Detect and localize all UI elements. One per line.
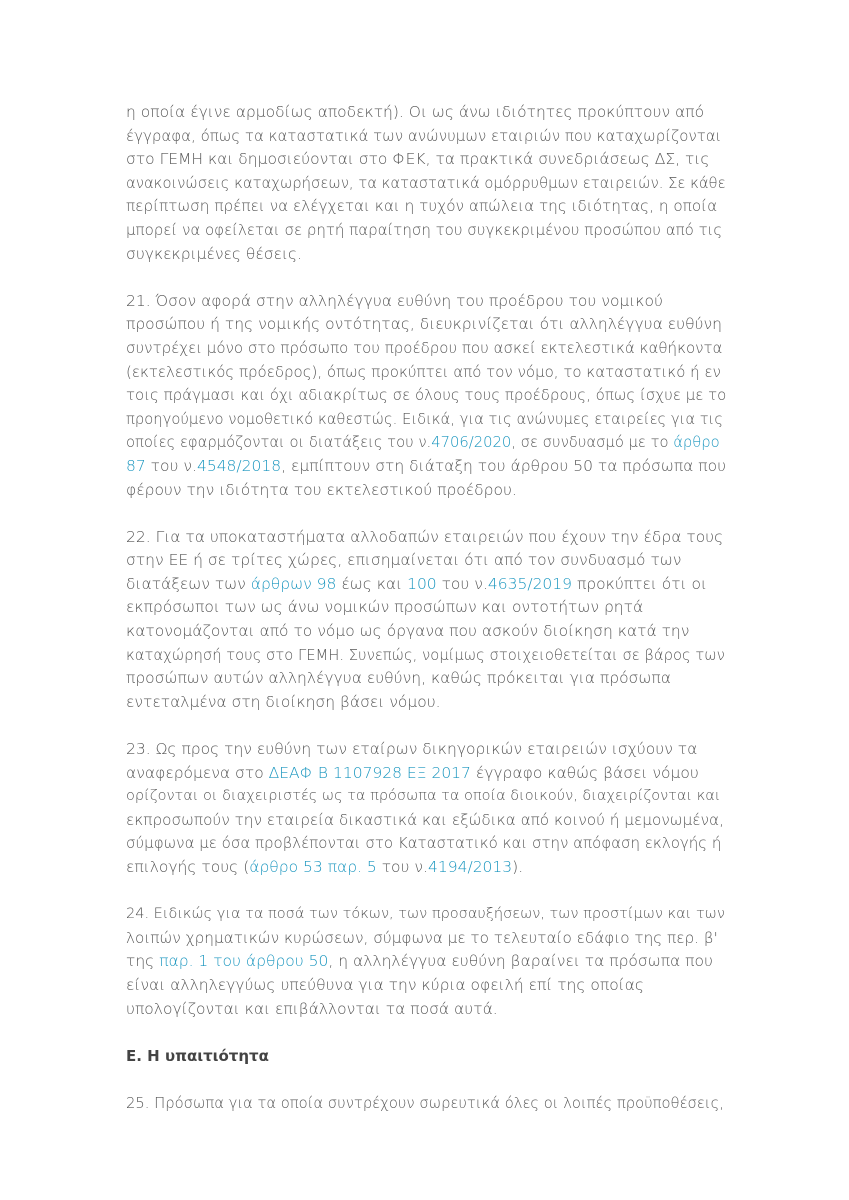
text-segment: (εκτελεστικός πρόεδρος), όπως προκύπτει από τον νόμο, το καταστατικό ή εν	[126, 362, 721, 381]
law-reference-link[interactable]: 87	[126, 456, 146, 475]
paragraph-line: 25. Πρόσωπα για τα οποία συντρέχουν σωρευτικά όλες οι λοιπές προϋποθέσεις,	[126, 1094, 724, 1112]
paragraph-line	[126, 243, 726, 267]
text-segment: η οποία έγινε αρμοδίως αποδεκτή). Οι ως άνω ιδιότητες προκύπτουν από	[126, 103, 705, 121]
text-segment: μπορεί να οφείλεται σε ρητή παραίτηση του συγκεκριμένου προσώπου από τις	[126, 220, 723, 239]
text-segment: ).	[512, 858, 524, 876]
text-segment: 23. Ως προς την ευθύνη των εταίρων δικηγορικών εταιρειών ισχύουν τα	[126, 740, 698, 759]
text-segment: προσώπων αυτών αλληλέγγυα ευθύνη, καθώς πρόκειται για πρόσωπα	[126, 669, 671, 688]
text-segment: εκπροσωπούν την εταιρεία δικαστικά και εξώδικα από κοινού ή μεμονωμένα,	[126, 810, 724, 829]
text-segment: ορίζονται οι διαχειριστές ως τα πρόσωπα τα οποία διοικούν, διαχειρίζονται και	[126, 788, 721, 805]
text-segment: υπολογίζονται και επιβάλλονται τα ποσά αυτά.	[126, 999, 498, 1018]
text-segment: προηγούμενο νομοθετικό καθεστώς. Ειδικά, για τις ανώνυμες εταιρείες για τις	[126, 410, 723, 428]
text-segment: 22. Για τα υποκαταστήματα αλλοδαπών εταιρειών που έχουν την έδρα τους	[126, 527, 724, 546]
law-reference-link[interactable]: ΔΕΑΦ Β 1107928 ΕΞ 2017	[268, 763, 471, 782]
paragraph-line	[126, 408, 726, 432]
paragraph-line	[126, 903, 726, 927]
law-reference-link[interactable]: άρθρο 53 παρ. 5	[249, 858, 377, 876]
text-segment: του ν.	[436, 574, 488, 593]
law-reference-link[interactable]: 4194/2013	[428, 858, 513, 876]
paragraph-line	[126, 620, 726, 644]
text-segment: καταχώρησή τους στο ΓΕΜΗ. Συνεπώς, νομίμως στοιχειοθετείται σε βάρος των	[126, 646, 725, 664]
text-segment: επιλογής τους (	[126, 858, 250, 876]
paragraph-line	[126, 998, 726, 1022]
paragraph-line	[126, 762, 726, 786]
text-segment: συγκεκριμένες θέσεις.	[126, 244, 302, 263]
paragraph-line	[126, 950, 726, 974]
paragraph-25-start	[126, 1092, 726, 1116]
paragraph-p-20-cont	[126, 101, 726, 266]
paragraph-line	[126, 691, 726, 715]
law-reference-link[interactable]: άρθρων 98	[250, 574, 337, 593]
text-segment: 21. Όσον αφορά στην αλληλέγγυα ευθύνη του προέδρου του νομικού	[126, 291, 663, 310]
paragraph-p-22	[126, 526, 726, 715]
text-segment: έγγραφο καθώς βάσει νόμου	[470, 763, 699, 782]
section-heading: Ε. Η υπαιτιότητα	[126, 1046, 269, 1065]
law-reference-link[interactable]: παρ. 1 του άρθρου 50	[159, 952, 329, 971]
text-segment: λοιπών χρηματικών κυρώσεων, σύμφωνα με το τελευταίο εδάφιο της περ. β'	[126, 928, 718, 947]
paragraph-line	[126, 596, 726, 620]
paragraph-line	[126, 431, 726, 455]
document-body	[126, 101, 726, 1021]
text-segment: είναι αλληλεγγύως υπεύθυνα για την κύρια οφειλή επί της οποίας	[126, 975, 645, 994]
text-segment: περίπτωση πρέπει να ελέγχεται και η τυχόν απώλεια της ιδιότητας, η οποία	[126, 197, 718, 216]
text-segment: αναφερόμενα στο	[126, 763, 269, 782]
text-segment: κατονομάζονται από το νόμο ως όργανα που ασκούν διοίκηση κατά την	[126, 622, 690, 641]
paragraph-line	[126, 667, 726, 691]
text-segment: στην ΕΕ ή σε τρίτες χώρες, επισημαίνεται ότι από τον συνδυασμό των	[126, 551, 682, 570]
paragraph-line	[126, 927, 726, 951]
law-reference-link[interactable]: 4706/2020	[431, 434, 512, 452]
paragraph-line	[126, 479, 726, 503]
law-reference-link[interactable]: 4635/2019	[487, 574, 573, 593]
paragraph-line	[126, 573, 726, 597]
paragraph-line	[126, 785, 726, 809]
text-segment: οποίες εφαρμόζονται οι διατάξεις του ν.	[126, 434, 432, 452]
paragraph-line	[126, 455, 726, 479]
paragraph-line	[126, 644, 726, 668]
paragraph-line	[126, 384, 726, 408]
text-segment: , εμπίπτουν στη διάταξη του άρθρου 50 τα πρόσωπα που	[281, 456, 727, 475]
text-segment: διατάξεων των	[126, 574, 251, 593]
text-segment: εκπρόσωποι των ως άνω νομικών προσώπων και οντοτήτων ρητά	[126, 598, 644, 617]
text-segment: του ν.	[145, 456, 197, 475]
text-segment: της	[126, 952, 160, 971]
text-segment: , η αλληλέγγυα ευθύνη βαραίνει τα πρόσωπα που	[328, 952, 713, 971]
paragraph-line	[126, 832, 726, 856]
paragraph-line	[126, 172, 726, 196]
text-segment: εντεταλμένα στη διοίκηση βάσει νόμου.	[126, 692, 441, 711]
text-segment: σύμφωνα με όσα προβλέπονται στο Καταστατικό και στην απόφαση εκλογής ή	[126, 834, 722, 853]
paragraph-line	[126, 549, 726, 573]
law-reference-link[interactable]: 4548/2018	[196, 456, 282, 475]
document-page	[126, 101, 726, 1139]
paragraph-line	[126, 313, 726, 337]
law-reference-link[interactable]: άρθρο	[673, 434, 720, 452]
paragraph-line	[126, 809, 726, 833]
text-segment: ανακοινώσεις καταχωρήσεων, τα καταστατικά ομόρρυθμων εταιρειών. Σε κάθε	[126, 174, 726, 192]
paragraph-line	[126, 219, 726, 243]
text-segment: προκύπτει ότι οι	[572, 574, 707, 593]
text-segment: φέρουν την ιδιότητα του εκτελεστικού προέδρου.	[126, 480, 517, 499]
paragraph-line	[126, 361, 726, 385]
paragraph-line	[126, 974, 726, 998]
text-segment: του ν.	[376, 858, 429, 876]
text-segment: , σε συνδυασμό με το	[511, 434, 674, 452]
paragraph-line	[126, 148, 726, 172]
text-segment: έως και	[336, 574, 408, 593]
text-segment: τοις πράγμασι και όχι αδιακρίτως σε όλους τους προέδρους, όπως ίσχυε με το	[126, 386, 727, 405]
paragraph-line	[126, 290, 726, 314]
paragraph-line	[126, 125, 726, 149]
paragraph-line	[126, 337, 726, 361]
law-reference-link[interactable]: 100	[407, 574, 437, 593]
paragraph-line	[126, 101, 726, 125]
paragraph-line	[126, 526, 726, 550]
paragraph-p-21	[126, 290, 726, 502]
text-segment: συντρέχει μόνο στο πρόσωπο του προέδρου που ασκεί εκτελεστικά καθήκοντα	[126, 338, 723, 357]
paragraph-line	[126, 195, 726, 219]
text-segment: έγγραφα, όπως τα καταστατικά των ανώνυμων εταιριών που καταχωρίζονται	[126, 126, 722, 145]
paragraph-p-23	[126, 738, 726, 880]
text-segment: 24. Ειδικώς για τα ποσά των τόκων, των προσαυξήσεων, των προστίμων και των	[126, 906, 725, 923]
paragraph-p-24	[126, 903, 726, 1021]
text-segment: προσώπου ή της νομικής οντότητας, διευκρινίζεται ότι αλληλέγγυα ευθύνη	[126, 315, 723, 334]
text-segment: στο ΓΕΜΗ και δημοσιεύονται στο ΦΕΚ, τα πρακτικά συνεδριάσεως ΔΣ, τις	[126, 150, 710, 169]
paragraph-line	[126, 738, 726, 762]
paragraph-line	[126, 856, 726, 880]
